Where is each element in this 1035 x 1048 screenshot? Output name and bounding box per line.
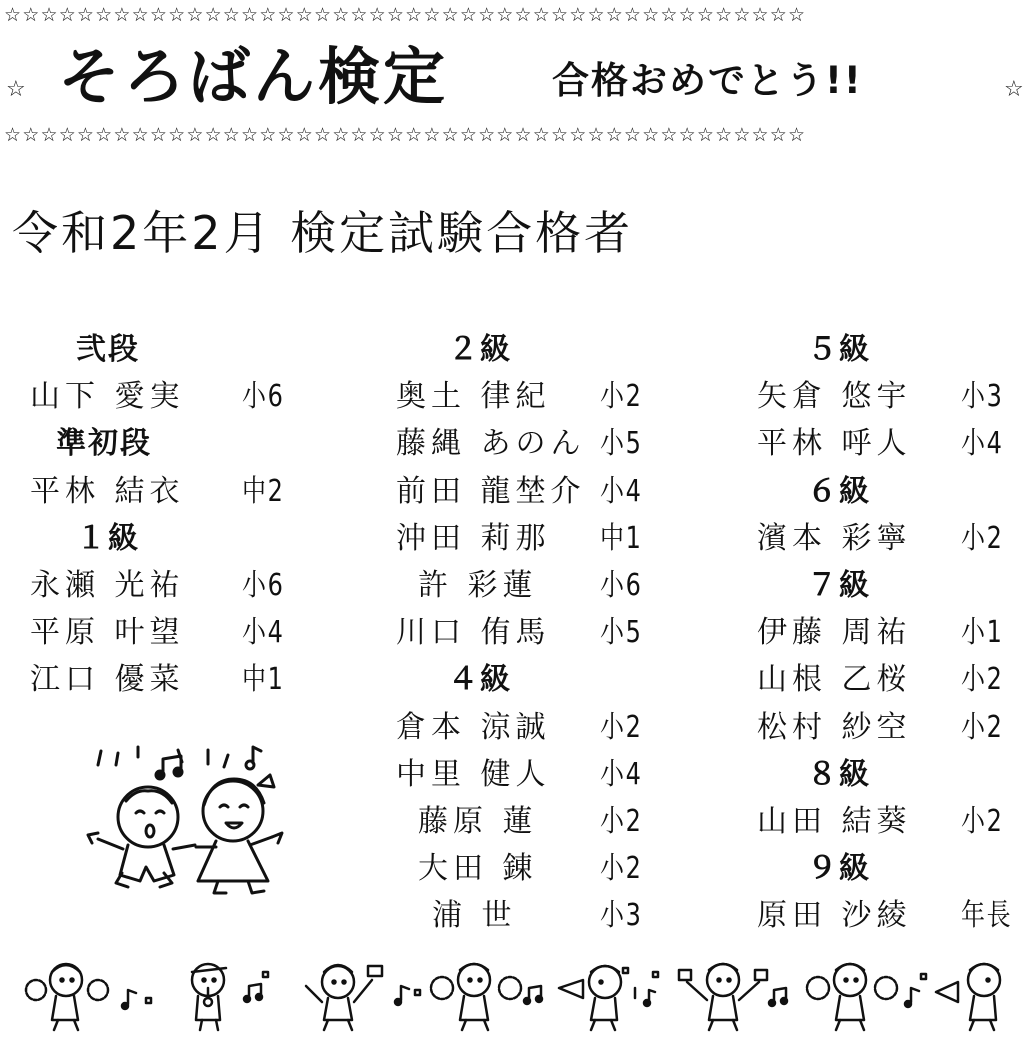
- passer-name: 中里 健人: [396, 756, 551, 792]
- passer-name: 原田 沙綾: [757, 898, 912, 934]
- passer-row: [390, 601, 690, 651]
- passer-name: 倉本 涼誠: [396, 709, 551, 745]
- passer-school-year: 小5: [600, 426, 643, 462]
- grade-label: １級: [76, 520, 140, 556]
- passer-name: 平林 結衣: [30, 473, 185, 509]
- passer-row: [390, 412, 690, 462]
- grade-heading: [390, 318, 690, 365]
- passer-row: [390, 884, 690, 934]
- passer-name: 永瀬 光祐: [30, 567, 185, 603]
- passer-name: 濱本 彩寧: [757, 520, 912, 556]
- grade-label: ５級: [807, 332, 871, 367]
- passer-name: 奥土 律紀: [396, 379, 551, 415]
- passer-name: 山田 結葵: [757, 803, 912, 839]
- grade-label: ８級: [807, 756, 871, 792]
- grade-label: ７級: [807, 567, 871, 603]
- passer-name: 大田 錬: [418, 851, 538, 887]
- cheering-children-row-icon: [18, 958, 1018, 1038]
- passer-row: [390, 554, 690, 601]
- passer-school-year: 中1: [242, 662, 285, 698]
- passer-row: [30, 648, 340, 698]
- passer-name: 川口 侑馬: [396, 615, 551, 651]
- passer-row: [30, 554, 340, 601]
- banner-title: そろばん検定: [58, 40, 449, 113]
- passer-school-year: 小3: [961, 379, 1004, 415]
- passer-row: [390, 365, 690, 415]
- banner-subtitle: 合格おめでとう!!: [552, 59, 863, 102]
- passer-school-year: 小2: [961, 803, 1004, 839]
- passer-row: [755, 696, 1035, 743]
- grade-label: ２級: [448, 332, 512, 367]
- passer-school-year: 小6: [600, 567, 643, 603]
- passer-school-year: 小6: [242, 379, 285, 415]
- passer-row: [30, 365, 340, 415]
- grade-heading: [30, 507, 340, 554]
- results-column-2: [390, 318, 690, 934]
- grade-heading: [755, 554, 1035, 601]
- passer-row: [755, 412, 1035, 462]
- grade-label: ６級: [807, 473, 871, 509]
- passer-row: [390, 696, 690, 743]
- passer-school-year: 小2: [961, 709, 1004, 745]
- passer-row: [30, 460, 340, 507]
- passer-row: [755, 365, 1035, 415]
- passer-row: [390, 460, 690, 507]
- passer-row: [390, 837, 690, 887]
- star-icon-right: ☆: [1004, 77, 1024, 102]
- grade-heading: [755, 460, 1035, 507]
- grade-heading: [30, 412, 340, 462]
- passer-row: [390, 743, 690, 790]
- grade-heading: [755, 837, 1035, 887]
- passer-name: 許 彩蓮: [418, 567, 538, 603]
- passer-name: 山下 愛実: [30, 379, 185, 415]
- grade-label: 弐段: [76, 332, 140, 367]
- passer-row: [755, 648, 1035, 698]
- passer-name: 浦 世: [432, 898, 517, 934]
- passer-name: 平林 呼人: [757, 426, 912, 462]
- page-heading: 令和2年2月 検定試験合格者: [12, 206, 634, 260]
- grade-heading: [30, 318, 340, 365]
- passer-name: 藤原 蓮: [418, 803, 538, 839]
- passer-name: 山根 乙桜: [757, 662, 912, 698]
- passer-name: 江口 優菜: [30, 662, 185, 698]
- passer-row: [390, 790, 690, 837]
- passer-row: [755, 507, 1035, 554]
- passer-school-year: 小3: [600, 898, 643, 934]
- passer-school-year: 中2: [242, 473, 285, 509]
- passer-name: 松村 紗空: [757, 709, 912, 745]
- passer-name: 伊藤 周祐: [757, 615, 912, 651]
- grade-label: ４級: [448, 662, 512, 698]
- passer-school-year: 年長: [961, 898, 1013, 934]
- results-column-1: [30, 318, 340, 696]
- passer-school-year: 小4: [600, 473, 643, 509]
- passer-name: 平原 叶望: [30, 615, 185, 651]
- passer-school-year: 小2: [961, 662, 1004, 698]
- star-border-top: ☆☆☆☆☆☆☆☆☆☆☆☆☆☆☆☆☆☆☆☆☆☆☆☆☆☆☆☆☆☆☆☆☆☆☆☆☆☆☆☆☆☆☆☆: [4, 4, 807, 26]
- passer-school-year: 小4: [242, 615, 285, 651]
- passer-school-year: 小6: [242, 567, 285, 603]
- results-column-3: [755, 318, 1035, 934]
- passer-row: [30, 601, 340, 651]
- passer-school-year: 小2: [600, 851, 643, 887]
- passer-school-year: 小1: [961, 615, 1004, 651]
- passer-row: [755, 601, 1035, 651]
- grade-heading: [390, 648, 690, 698]
- passer-school-year: 中1: [600, 520, 643, 556]
- grade-label: 準初段: [56, 426, 152, 462]
- passer-row: [755, 884, 1035, 934]
- passer-name: 藤縄 あのん: [396, 426, 586, 462]
- passer-row: [390, 507, 690, 554]
- passer-school-year: 小5: [600, 615, 643, 651]
- passer-name: 前田 龍埜介: [396, 473, 586, 509]
- star-border-bottom: ☆☆☆☆☆☆☆☆☆☆☆☆☆☆☆☆☆☆☆☆☆☆☆☆☆☆☆☆☆☆☆☆☆☆☆☆☆☆☆☆☆☆☆☆: [4, 124, 807, 146]
- passer-school-year: 小2: [600, 709, 643, 745]
- grade-heading: [755, 743, 1035, 790]
- passer-school-year: 小4: [600, 756, 643, 792]
- passer-school-year: 小4: [961, 426, 1004, 462]
- singing-children-icon: [78, 745, 308, 895]
- passer-school-year: 小2: [600, 803, 643, 839]
- passer-school-year: 小2: [600, 379, 643, 415]
- passer-school-year: 小2: [961, 520, 1004, 556]
- grade-label: ９級: [807, 851, 871, 887]
- passer-row: [755, 790, 1035, 837]
- passer-name: 矢倉 悠宇: [757, 379, 912, 415]
- grade-heading: [755, 318, 1035, 365]
- star-icon-left: ☆: [6, 77, 26, 102]
- passer-name: 沖田 莉那: [396, 520, 551, 556]
